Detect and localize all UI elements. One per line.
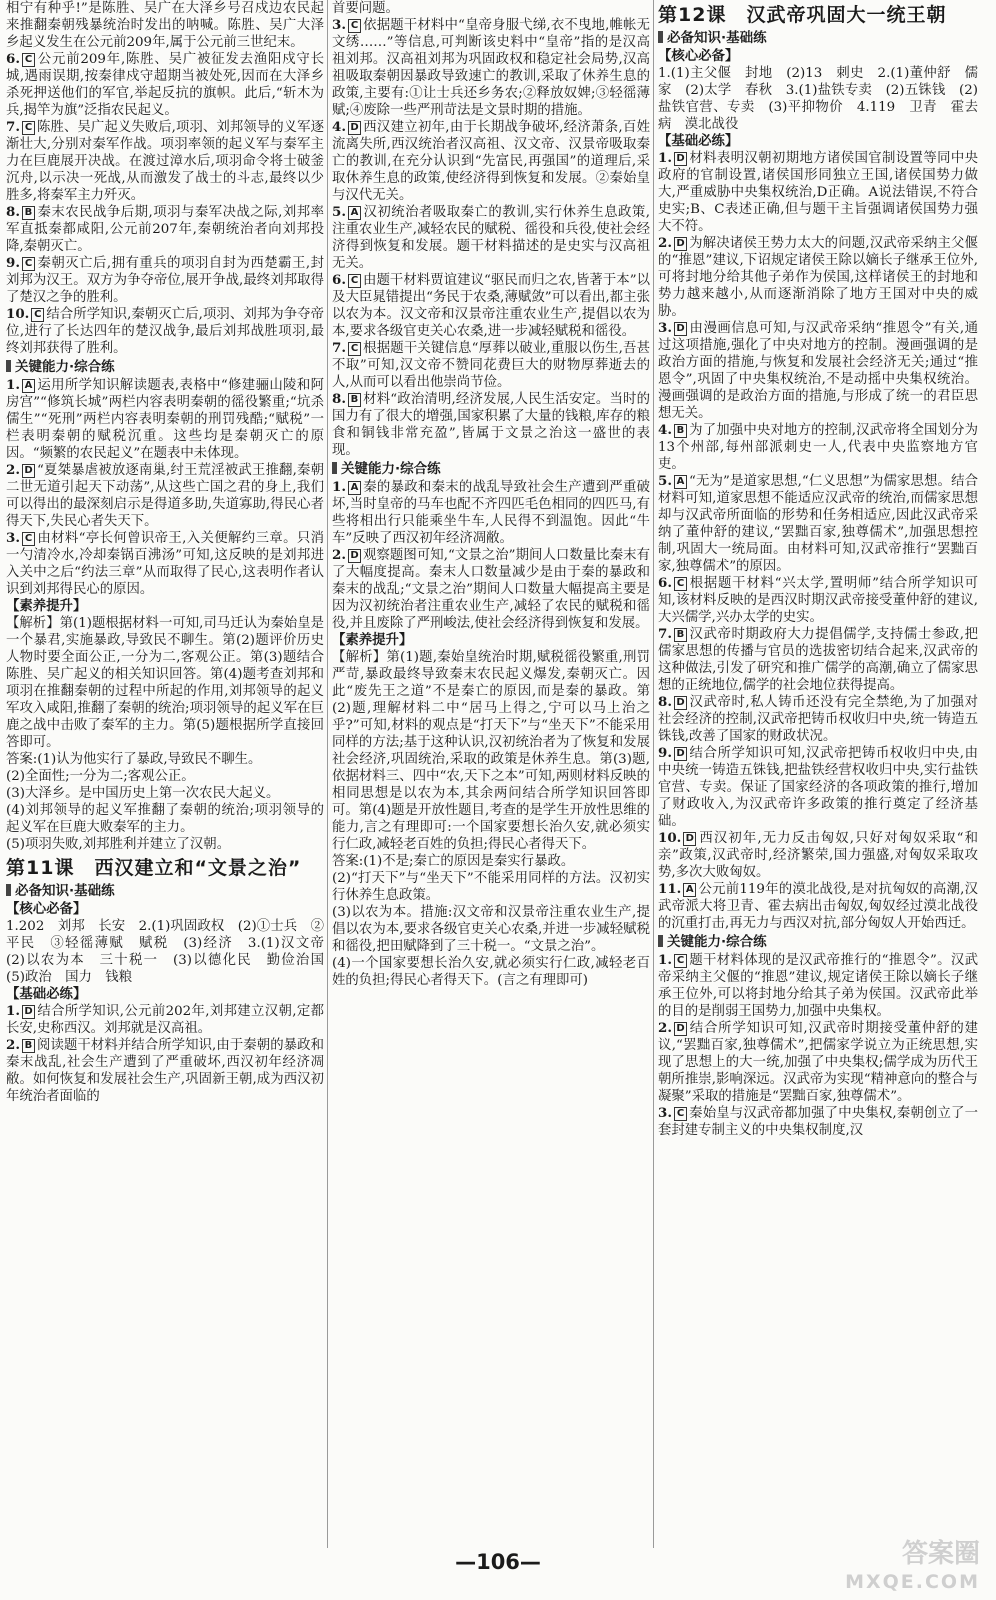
watermark-text: 答案圈 [901, 1539, 980, 1569]
paragraph: 答案:(1)认为他实行了暴政,导致民不聊生。 [6, 752, 262, 767]
answer-item [332, 340, 650, 391]
answer-item [658, 626, 978, 694]
answer-item [658, 881, 978, 932]
answer-choice-box: D [22, 464, 35, 478]
item-explanation: 材料“政治清明,经济发展,人民生活安定。当时的国力有了很大的增强,国家积累了大量的钱粮,库存的粮食和铜钱非常充盈”,皆属于文景之治这一盛世的表现。 [332, 392, 650, 458]
answer-item [658, 575, 978, 626]
answer-choice-box: D [674, 1022, 687, 1036]
item-explanation: 由漫画信息可知,与汉武帝采纳“推恩令”有关,通过这项措施,强化了中央对地方的控制。漫画强调的是政治方面的措施,与恢复和发展社会经济无关;通过“推恩令”,巩固了中央集权统治,不是动摇中央集权统治。漫画强调的是政治方面的措施,与形成了统一的君臣思想无关。 [658, 321, 978, 421]
answer-item [6, 306, 324, 357]
item-number: 7. [332, 340, 346, 356]
section-heading: 必备知识·基础练 [658, 29, 978, 47]
item-explanation: 为了加强中央对地方的控制,汉武帝将全国划分为13个州部,每州部派刺史一人,代表中央监察地方官吏。 [658, 423, 978, 472]
item-number: 7. [658, 626, 672, 642]
answer-choice-box: A [348, 481, 361, 495]
item-explanation: 陈胜、吴广起义失败后,项羽、刘邦领导的义军逐渐壮大,分别对秦军作战。项羽率领的起义军与秦军主力在巨鹿展开决战。在渡过漳水后,项羽命令将士破釜沉舟,以示决一死战,从而激发了战士的斗志,最终以少胜多,将秦军主力歼灭。 [6, 120, 324, 203]
paragraph: 【解析】第(1)题根据材料一可知,司马迁认为秦始皇是一个暴君,实施暴政,导致民不聊生。第(2)题评价历史人物时要全面公正,一分为二,客观公正。第(3)题结合陈胜、吴广起义的相关知识回答。第(4)题考查刘邦和项羽在推翻秦朝的过程中所起的作用,刘邦领导的起义军攻入咸阳,推翻了秦朝的统治;项羽领导的起义军在巨鹿之战中击败了秦军的主力。第(5)题根据所学直接回答即可。 [6, 616, 324, 750]
item-number: 10. [6, 306, 30, 322]
paragraph: 1.202 刘邦 长安 2.(1)巩固政权 (2)①士兵 ②平民 ③轻徭薄赋 赋税 (3)经济 3.(1)汉文帝 (2)以农为本 三十税一 (3)以德化民 勤俭治国 (5)政治 国力 钱粮 [6, 919, 324, 985]
item-number: 4. [658, 422, 672, 438]
answer-choice-box: A [348, 206, 361, 220]
answer-item [658, 1020, 978, 1105]
subsection-tag: 【核心必备】 [658, 49, 739, 64]
paragraph: (2)“打天下”与“坐天下”不能采用同样的方法。汉初实行休养生息政策。 [332, 871, 650, 903]
item-explanation: 结合所学知识可知,汉武帝把铸币权收归中央,由中央统一铸造五铢钱,把盐铁经营权收归中央,实行盐铁官营、专卖。保证了国家经济的各项政策的推行,增加了财政收入,为汉武帝许多政策的推行奠定了经济基础。 [658, 746, 978, 829]
answer-choice-box: C [674, 577, 687, 591]
answer-item [332, 391, 650, 459]
item-explanation: 公元前119年的漠北战役,是对抗匈奴的高潮,汉武帝派大将卫青、霍去病出击匈奴,匈奴经过漠北战役的沉重打击,再无力与西汉对抗,部分匈奴人开始西迁。 [658, 882, 978, 931]
item-explanation: 西汉建立初年,由于长期战争破坏,经济萧条,百姓流离失所,西汉统治者汉高祖、汉文帝、汉景帝吸取秦亡的教训,在充分认识到“先富民,再强国”的道理后,采取休养生息的政策,使经济得到恢复和发展。②秦始皇与汉代无关。 [332, 120, 650, 203]
item-number: 1. [658, 150, 672, 166]
item-number: 2. [6, 1037, 20, 1053]
item-explanation: 结合所学知识,秦朝灭亡后,项羽、刘邦为争夺帝位,进行了长达四年的楚汉战争,最后刘邦战胜项羽,最终刘邦获得了胜利。 [6, 307, 324, 356]
answer-choice-box: C [22, 532, 35, 546]
paragraph: 1.(1)主父偃 封地 (2)13 刺史 2.(1)董仲舒 儒家 (2)太学 春秋 3.(1)盐铁专卖 (2)五铢钱 (2)盐铁官营、专卖 (3)平抑物价 4.119 卫青 霍去病 漠北战役 [658, 66, 978, 132]
column-divider [327, 0, 328, 1548]
answer-item [6, 530, 324, 598]
answer-item [658, 320, 978, 422]
item-explanation: 汉武帝时,私人铸币还没有完全禁绝,为了加强对社会经济的控制,汉武帝把铸币权收归中央,统一铸造五铢钱,改善了国家的财政状况。 [658, 695, 978, 744]
item-explanation: 结合所学知识,公元前202年,刘邦建立汉朝,定都长安,史称西汉。刘邦就是汉高祖。 [6, 1004, 324, 1036]
item-number: 3. [332, 17, 346, 33]
answer-choice-box: C [348, 19, 361, 33]
answer-choice-box: C [674, 1107, 687, 1121]
item-explanation: 秦末农民战争后期,项羽与秦军决战之际,刘邦率军直抵秦都咸阳,公元前207年,秦朝统治者向刘邦投降,秦朝灭亡。 [6, 205, 324, 254]
answer-choice-box: C [31, 308, 44, 322]
item-number: 8. [658, 694, 672, 710]
answer-choice-box: D [22, 1005, 35, 1019]
item-number: 3. [658, 1105, 672, 1121]
item-number: 5. [658, 473, 672, 489]
answer-choice-box: C [22, 53, 35, 67]
item-number: 2. [658, 235, 672, 251]
subsection-tag: 【基础必练】 [6, 987, 87, 1002]
item-number: 8. [6, 204, 20, 220]
answer-item [658, 473, 978, 575]
page-number: —106— [455, 1550, 541, 1574]
answer-choice-box: D [683, 832, 696, 846]
item-number: 6. [332, 272, 346, 288]
answer-choice-box: A [22, 379, 35, 393]
answer-choice-box: C [348, 274, 361, 288]
answer-item [658, 1105, 978, 1139]
item-explanation: 运用所学知识解读题表,表格中“修建骊山陵和阿房宫”“修筑长城”两栏内容表明秦朝的徭役繁重;“坑杀儒生”“死刑”两栏内容表明秦朝的刑罚残酷;“赋税”一栏表明秦朝的赋税沉重。这些均是秦朝灭亡的原因。“频繁的农民起义”在题表中未体现。 [6, 378, 324, 461]
item-number: 2. [658, 1020, 672, 1036]
item-explanation: 题干材料体现的是汉武帝推行的“推恩令”。汉武帝采纳主父偃的“推恩”建议,规定诸侯王除以嫡长子继承王位外,可以将封地分给其子弟为侯国。汉武帝此举的目的是削弱王国势力,加强中央集权。 [658, 953, 978, 1019]
answer-choice-box: B [674, 424, 687, 438]
item-number: 6. [6, 51, 20, 67]
item-explanation: 公元前209年,陈胜、吴广被征发去渔阳戍守长城,遇雨误期,按秦律戍守超期当被处死,因而在大泽乡杀死押送他们的军官,举起反抗的旗帜。此后,“斩木为兵,揭竿为旗”泛指农民起义。 [6, 52, 324, 118]
answer-choice-box: D [348, 549, 361, 563]
column-middle [332, 0, 650, 989]
answer-item [6, 462, 324, 530]
item-number: 1. [6, 377, 20, 393]
item-explanation: “夏桀暴虐被放逐南巢,纣王荒淫被武王推翻,秦朝二世无道引起天下动荡”,从这些亡国之君的身上,我们可以得出的最深刻启示是得道多助,失道寡助,得民心者得天下,失民心者失天下。 [6, 463, 324, 529]
answer-item [6, 1003, 324, 1037]
answer-choice-box: A [674, 475, 687, 489]
paragraph: 相宁有种乎!”是陈胜、吴广在大泽乡号召戍边农民起来推翻秦朝残暴统治时发出的呐喊。陈胜、吴广大泽乡起义发生在公元前209年,属于公元前三世纪末。 [6, 1, 324, 50]
answer-item [332, 204, 650, 272]
watermark-url: MXQE.COM [845, 1571, 980, 1593]
answer-item [6, 204, 324, 255]
answer-item [6, 1037, 324, 1105]
answer-choice-box: D [348, 121, 361, 135]
item-number: 6. [658, 575, 672, 591]
column-divider [653, 0, 654, 1548]
answer-item [658, 745, 978, 830]
item-explanation: 秦的暴政和秦末的战乱导致社会生产遭到严重破坏,当时皇帝的马车也配不齐四匹毛色相同的四匹马,有些将相出行只能乘坐牛车,人民得不到温饱。因此“牛车”反映了西汉初年经济凋敝。 [332, 480, 650, 546]
answer-choice-box: B [674, 628, 687, 642]
answer-choice-box: C [22, 121, 35, 135]
answer-item [658, 830, 978, 881]
subsection-tag: 【核心必备】 [6, 902, 87, 917]
item-explanation: 西汉初年,无力反击匈奴,只好对匈奴采取“和亲”政策,汉武帝时,经济繁荣,国力强盛,对匈奴采取攻势,多次大败匈奴。 [658, 831, 978, 880]
subsection-tag: 【素养提升】 [6, 599, 87, 614]
item-number: 8. [332, 391, 346, 407]
item-number: 4. [332, 119, 346, 135]
answer-item [658, 235, 978, 320]
answer-item [332, 479, 650, 547]
section-heading: 关键能力·综合练 [332, 460, 650, 478]
answer-choice-box: C [22, 257, 35, 271]
item-number: 1. [658, 952, 672, 968]
paragraph: 答案:(1)不是;秦亡的原因是秦实行暴政。 [332, 854, 575, 869]
lesson-title: 第12课 汉武帝巩固大一统王朝 [658, 4, 947, 26]
item-explanation: 观察题图可知,“文景之治”期间人口数量比秦末有了大幅度提高。秦末人口数量减少是由于秦的暴政和秦末的战乱;“文景之治”期间人口数量大幅提高主要是因为汉初统治者注重农业生产,减轻了农民的赋税和徭役,并且废除了严刑峻法,使社会经济得到恢复和发展。 [332, 548, 650, 631]
answer-item [658, 150, 978, 235]
item-explanation: 结合所学知识可知,汉武帝时期接受董仲舒的建议,“罢黜百家,独尊儒术”,把儒家学说立为正统思想,实现了思想上的大一统,加强了中央集权;儒学成为历代王朝所推崇,影响深远。汉武帝为实现“精神意向的整合与凝聚”采取的措施是“罢黜百家,独尊儒术”。 [658, 1021, 978, 1104]
subsection-tag: 【基础必练】 [658, 134, 739, 149]
item-number: 5. [332, 204, 346, 220]
paragraph: 首要问题。 [332, 1, 399, 16]
answer-choice-box: C [674, 954, 687, 968]
item-number: 9. [6, 255, 20, 271]
watermark-logo [845, 1540, 980, 1596]
item-number: 1. [332, 479, 346, 495]
item-number: 2. [6, 462, 20, 478]
answer-item [6, 119, 324, 204]
item-explanation: 阅读题干材料并结合所学知识,由于秦朝的暴政和秦末战乱,社会生产遭到了严重破坏,西汉初年经济凋敝。如何恢复和发展社会生产,巩固新王朝,成为西汉初年统治者面临的 [6, 1038, 324, 1104]
item-explanation: 汉武帝时期政府大力提倡儒学,支持儒士参政,把儒家思想的传播与官员的选拔密切结合起来,汉武帝的这种做法,引发了研究和推广儒学的高潮,确立了儒家思想的正统地位,儒学的社会地位获得提高。 [658, 627, 978, 693]
item-number: 2. [332, 547, 346, 563]
answer-item [332, 17, 650, 119]
paragraph: (4)一个国家要想长治久安,就必须实行仁政,减轻老百姓的负担;得民心者得天下。(言之有理即可) [332, 956, 650, 988]
item-explanation: 依据题干材料中“皇帝身服弋绨,衣不曳地,帷帐无文绣……”等信息,可判断该史料中“皇帝”指的是汉高祖刘邦。汉高祖刘邦为巩固政权和稳定社会局势,汉高祖吸取秦朝因暴政导致速亡的教训,采取了休养生息的政策,主要有:①让士兵还乡务农;②释放奴婢;③轻徭薄赋;④废除一些严刑苛法是文景时期的措施。 [332, 18, 650, 118]
answer-choice-box: D [674, 322, 687, 336]
lesson-title: 第11课 西汉建立和“文景之治” [6, 857, 302, 879]
item-explanation: 秦朝灭亡后,拥有重兵的项羽自封为西楚霸王,封刘邦为汉王。双方为争夺帝位,展开争战,最终刘邦取得了楚汉之争的胜利。 [6, 256, 324, 305]
document-page [6, 0, 978, 1548]
item-explanation: 秦始皇与汉武帝都加强了中央集权,秦朝创立了一套封建专制主义的中央集权制度,汉 [658, 1106, 978, 1138]
item-explanation: 由题干材料贾谊建议“驱民而归之农,皆著于本”以及大臣晁错提出“务民于农桑,薄赋敛”可以看出,都主张以农为本。汉文帝和汉景帝注重农业生产,提倡以农为本,要求各级官吏关心农桑,进一步减轻赋税和徭役。 [332, 273, 650, 339]
item-explanation: 根据题干关键信息“厚葬以破业,重服以伤生,吾甚不取”可知,汉文帝不赞同花费巨大的财物厚葬逝去的人,从而可以看出他崇尚节俭。 [332, 341, 650, 390]
item-number: 3. [6, 530, 20, 546]
item-number: 11. [658, 881, 682, 897]
item-explanation: “无为”是道家思想,“仁义思想”为儒家思想。结合材料可知,道家思想不能适应汉武帝的统治,而儒家思想却与汉武帝所面临的形势和任务相适应,因此汉武帝采纳了董仲舒的建议,“罢黜百家,独尊儒术”,加强思想控制,巩固大一统局面。由材料可知,汉武帝推行“罢黜百家,独尊儒术”的原因。 [658, 474, 978, 574]
item-explanation: 材料表明汉朝初期地方诸侯国官制设置等同中央政府的官制设置,诸侯国形同独立王国,诸侯国势力做大,严重威胁中央集权统治,D正确。A说法错误,不符合史实;B、C表述正确,但与题干主旨强调诸侯国势力强大不符。 [658, 151, 978, 234]
answer-choice-box: D [674, 747, 687, 761]
item-number: 9. [658, 745, 672, 761]
answer-choice-box: D [674, 696, 687, 710]
answer-choice-box: B [22, 1039, 35, 1053]
answer-choice-box: A [683, 883, 696, 897]
item-explanation: 汉初统治者吸取秦亡的教训,实行休养生息政策,注重农业生产,减轻农民的赋税、徭役和兵役,使社会经济得到恢复和发展。题干材料描述的是史实与汉高祖无关。 [332, 205, 650, 271]
paragraph: (4)刘邦领导的起义军推翻了秦朝的统治;项羽领导的起义军在巨鹿大败秦军的主力。 [6, 803, 324, 835]
item-number: 10. [658, 830, 682, 846]
item-explanation: 根据题干材料“兴太学,置明师”结合所学知识可知,该材料反映的是西汉时期汉武帝接受董仲舒的建议,大兴儒学,兴办太学的史实。 [658, 576, 978, 625]
section-heading: 必备知识·基础练 [6, 882, 324, 900]
answer-item [6, 255, 324, 306]
answer-choice-box: D [674, 237, 687, 251]
answer-item [332, 119, 650, 204]
answer-item [332, 272, 650, 340]
paragraph: 【解析】第(1)题,秦始皇统治时期,赋税徭役繁重,刑罚严苛,暴政最终导致秦末农民起义爆发,秦朝灭亡。因此“废先王之道”不是秦亡的原因,而是秦的暴政。第(2)题,理解材料二中“居马上得之,宁可以马上治之乎?”可知,材料的观点是“打天下”与“坐天下”不能采用同样的方法;基于这种认识,汉初统治者为了恢复和发展社会经济,巩固统治,采取的政策是休养生息。第(3)题,依据材料三、四中“农,天下之本”可知,两则材料反映的相同思想是以农为本,其余两问结合所学知识回答即可。第(4)题是开放性题目,考查的是学生开放性思维的能力,言之有理即可:一个国家要想长治久安,就必须实行仁政,减轻老百姓的负担;得民心者得天下。 [332, 650, 650, 852]
answer-item [332, 547, 650, 632]
item-number: 3. [658, 320, 672, 336]
column-right [658, 0, 978, 1139]
answer-choice-box: C [348, 342, 361, 356]
section-heading: 关键能力·综合练 [6, 358, 324, 376]
answer-choice-box: B [348, 393, 361, 407]
item-number: 1. [6, 1003, 20, 1019]
column-left [6, 0, 324, 1105]
answer-choice-box: B [22, 206, 35, 220]
paragraph: (3)以农为本。措施:汉文帝和汉景帝注重农业生产,提倡以农为本,要求各级官吏关心农桑,并进一步减轻赋税和徭役,把田赋降到了三十税一。“文景之治”。 [332, 905, 650, 954]
item-number: 7. [6, 119, 20, 135]
item-explanation: 由材料“亭长何曾识帝王,入关便解约三章。只消一勺清冷水,冷却秦锅百沸汤”可知,这反映的是刘邦进入关中之后“约法三章”从而取得了民心,这表明作者认识到刘邦得民心的原因。 [6, 531, 324, 597]
paragraph: (2)全面性;一分为二;客观公正。 [6, 769, 195, 784]
answer-item [658, 694, 978, 745]
answer-choice-box: D [674, 152, 687, 166]
answer-item [6, 377, 324, 462]
subsection-tag: 【素养提升】 [332, 633, 413, 648]
paragraph: (3)大泽乡。是中国历史上第一次农民大起义。 [6, 786, 280, 801]
answer-item [6, 51, 324, 119]
section-heading: 关键能力·综合练 [658, 933, 978, 951]
answer-item [658, 422, 978, 473]
paragraph: (5)项羽失败,刘邦胜利并建立了汉朝。 [6, 837, 231, 852]
answer-item [658, 952, 978, 1020]
item-explanation: 为解决诸侯王势力太大的问题,汉武帝采纳主父偃的“推恩”建议,下诏规定诸侯王除以嫡长子继承王位外,可将封地分给其他子弟作为侯国,这样诸侯王的封地和势力越来越小,从而逐渐消除了地方王国对中央的威胁。 [658, 236, 978, 319]
